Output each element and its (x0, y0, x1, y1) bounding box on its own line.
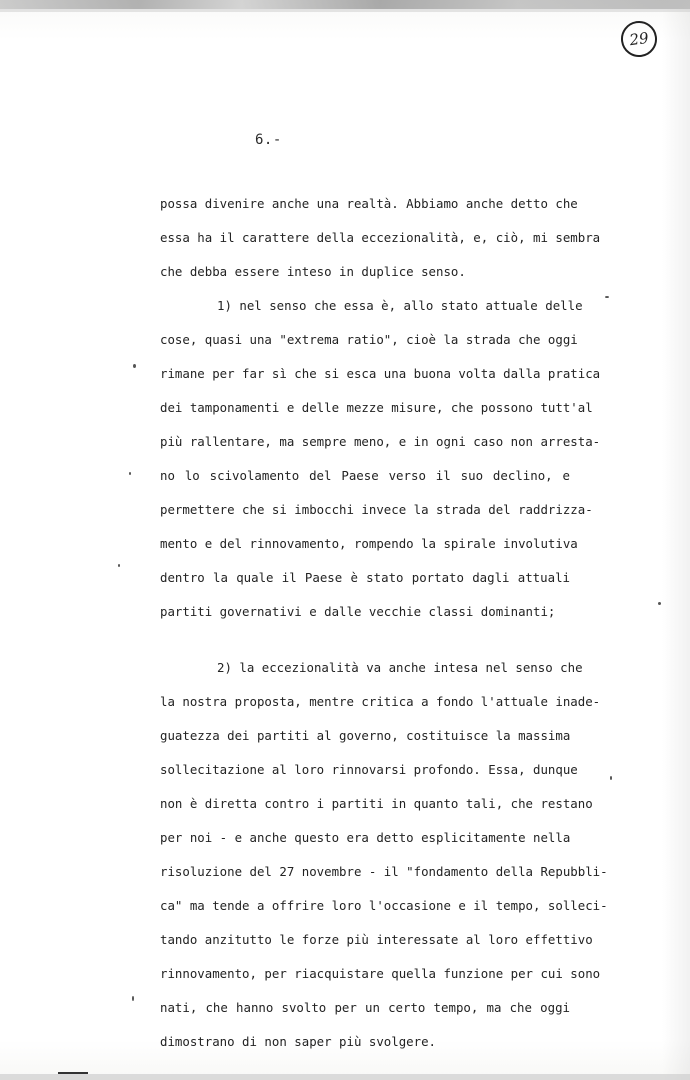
scan-top-edge (0, 0, 690, 9)
scan-speck (605, 296, 609, 298)
paragraph-2 (160, 295, 601, 635)
text-line: essa ha il carattere della eccezionalità, e, ciò, mi sembra (160, 230, 601, 245)
text-line: possa divenire anche una realtà. Abbiamo anche detto che (160, 196, 578, 211)
text-line: rinnovamento, per riacquistare quella funzione per cui sono (160, 966, 601, 981)
text-line: sollecitazione al loro rinnovarsi profondo. Essa, dunque (160, 762, 578, 777)
text-line: ca" ma tende a offrire loro l'occasione e il tempo, solleci- (160, 898, 608, 913)
text-line: mento e del rinnovamento, rompendo la spirale involutiva (160, 536, 578, 551)
text-line: rimane per far sì che si esca una buona volta dalla pratica (160, 366, 601, 381)
text-line: risoluzione del 27 novembre - il "fondamento della Repubbli- (160, 864, 608, 879)
scan-speck (129, 472, 131, 475)
scan-right-shade (662, 0, 690, 1080)
text-line: no lo scivolamento del Paese verso il suo declino, e (160, 468, 570, 483)
text-line: 2) la eccezionalità va anche intesa nel senso che (217, 660, 583, 675)
scan-speck (610, 776, 612, 780)
text-line: che debba essere inteso in duplice senso. (160, 264, 466, 279)
text-line: cose, quasi una "extrema ratio", cioè la strada che oggi (160, 332, 578, 347)
text-line: dentro la quale il Paese è stato portato dagli attuali (160, 570, 570, 585)
page-number: 6.- (255, 132, 282, 148)
text-line: 1) nel senso che essa è, allo stato attuale delle (217, 298, 583, 313)
text-line: partiti governativi e dalle vecchie classi dominanti; (160, 604, 556, 619)
text-line: non è diretta contro i partiti in quanto tali, che restano (160, 796, 593, 811)
scan-top-edge-shadow (0, 9, 690, 12)
text-line: la nostra proposta, mentre critica a fondo l'attuale inade- (160, 694, 601, 709)
paragraph-1 (160, 193, 601, 295)
archive-stamp-number: 29 (619, 19, 660, 60)
text-line: tando anzitutto le forze più interessate al loro effettivo (160, 932, 593, 947)
text-line: dei tamponamenti e delle mezze misure, che possono tutt'al (160, 400, 593, 415)
text-line: per noi - e anche questo era detto esplicitamente nella (160, 830, 571, 845)
text-line: guatezza dei partiti al governo, costituisce la massima (160, 728, 571, 743)
text-line: più rallentare, ma sempre meno, e in ogni caso non arresta- (160, 434, 601, 449)
body-text (160, 193, 608, 1065)
scan-speck (133, 364, 136, 368)
text-line: nati, che hanno svolto per un certo tempo, ma che oggi (160, 1000, 570, 1015)
paragraph-gap (160, 635, 570, 657)
scan-bottom-mark (58, 1072, 88, 1074)
scan-speck (118, 564, 120, 567)
scan-bottom-edge (0, 1074, 690, 1080)
scan-speck (132, 996, 134, 1001)
text-line: permettere che si imbocchi invece la strada del raddrizza- (160, 502, 593, 517)
scan-speck (658, 602, 661, 605)
text-line: dimostrano di non saper più svolgere. (160, 1034, 437, 1049)
paragraph-3 (160, 657, 608, 1065)
